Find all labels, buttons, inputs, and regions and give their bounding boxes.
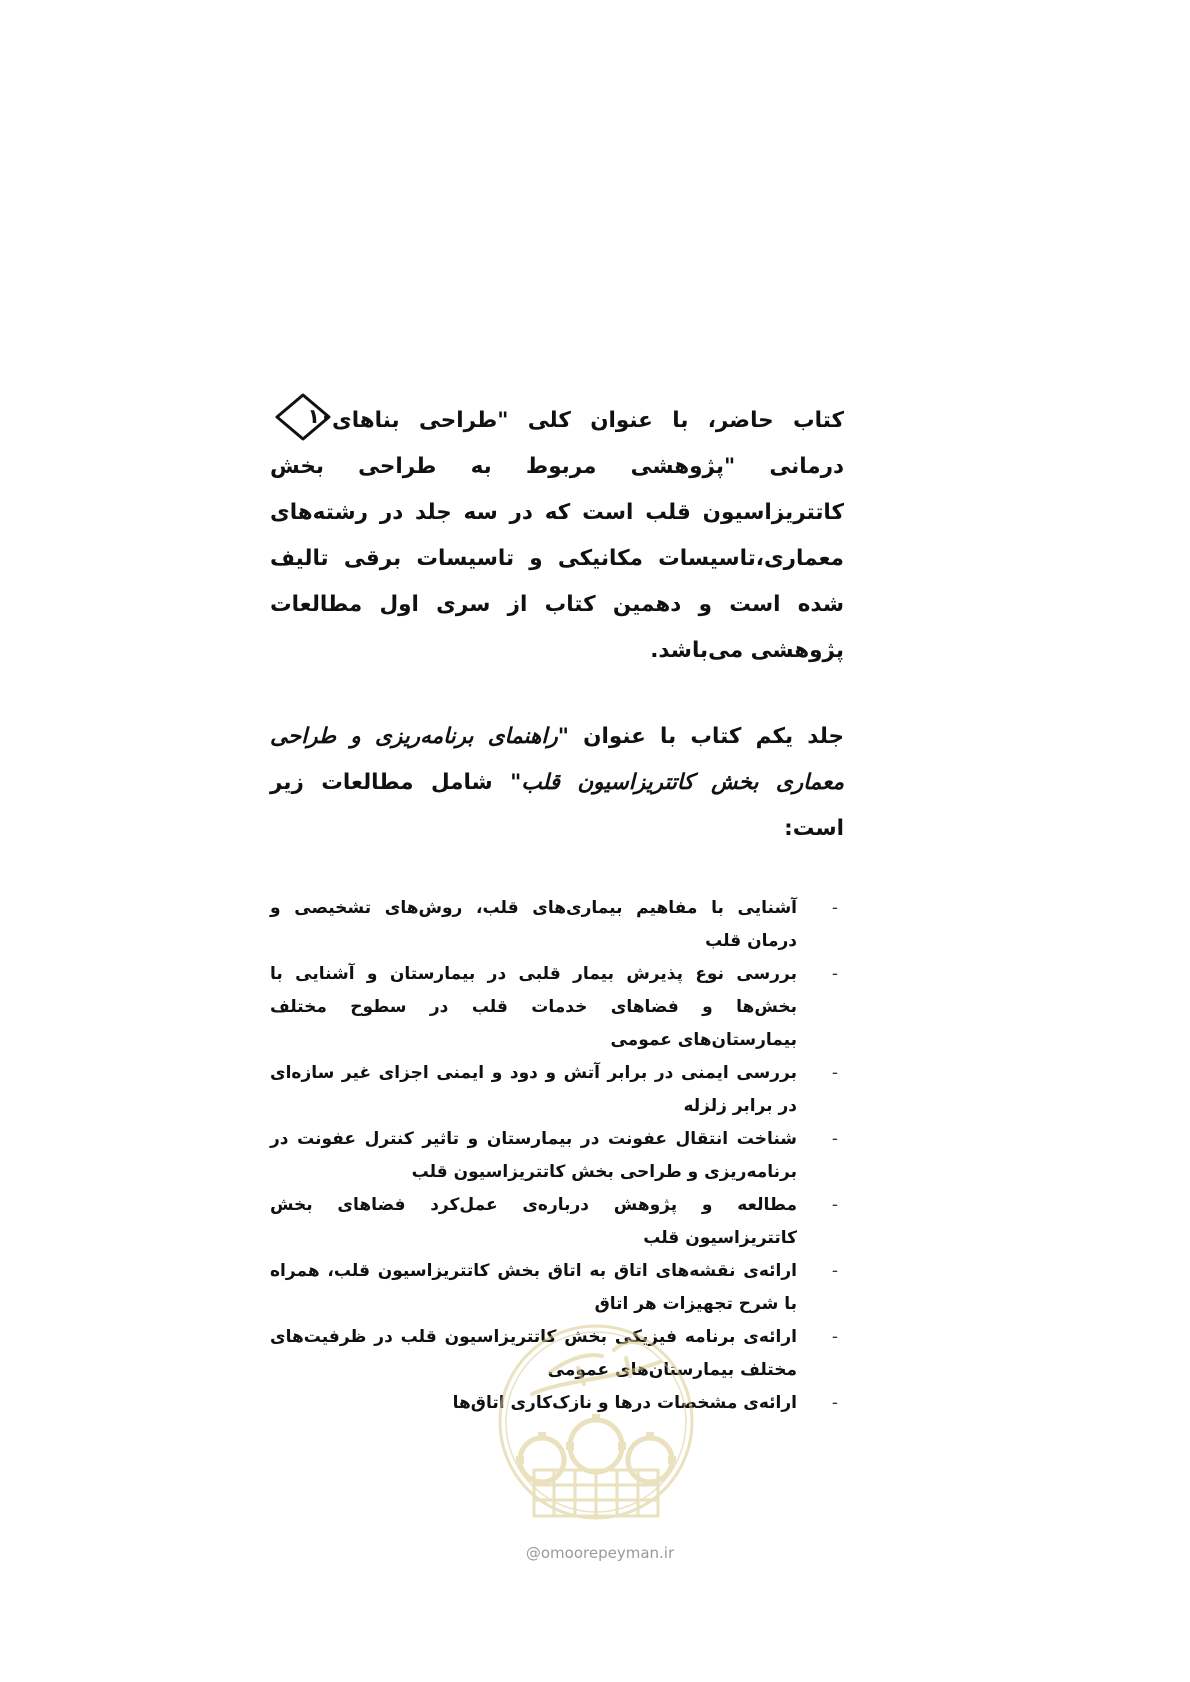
list-marker: - (831, 898, 838, 918)
intro-paragraph (270, 398, 844, 674)
list-item-text: بررسی ایمنی در برابر آتش و دود و ایمنی اجزای غیر سازه‌ای در برابر زلزله (270, 1063, 797, 1116)
list-item-text: مطالعه و پژوهش درباره‌ی عمل‌کرد فضاهای بخش کاتتریزاسیون قلب (270, 1195, 797, 1248)
watermark-logo-icon (492, 1322, 700, 1574)
series-number: ۱۰ (307, 404, 332, 428)
list-marker: - (831, 1063, 838, 1083)
list-item-text: ارائه‌ی برنامه فیزیکی بخش کاتتریزاسیون قلب در ظرفیت‌های مختلف بیمارستان‌های عمومی (270, 1327, 797, 1380)
volume-one-description (270, 714, 844, 852)
list-item (270, 1255, 844, 1321)
volume-one-title: راهنمای برنامه‌ریزی و طراحی معماری بخش کاتتریزاسیون قلب (270, 724, 845, 795)
list-marker: - (831, 964, 838, 984)
list-marker: - (831, 1327, 838, 1347)
intro-text: کتاب حاضر، با عنوان کلی "طراحی بناهای درمانی "پژوهشی مربوط به طراحی بخش کاتتریزاسیون قلب است که در سه جلد در رشته‌های معماری،تاسیسات مکانیکی و تاسیسات برقی تالیف شده است و دهمین کتاب از سری اول مطالعات پژوهشی می‌باشد. (270, 408, 844, 663)
list-item (270, 958, 844, 1057)
list-item-text: بررسی نوع پذیرش بیمار قلبی در بیمارستان و آشنایی با بخش‌ها و فضاهای خدمات قلب در سطوح مختلف بیمارستان‌های عمومی (270, 964, 797, 1050)
list-marker: - (831, 1393, 838, 1413)
list-item-text: شناخت انتقال عفونت در بیمارستان و تاثیر کنترل عفونت در برنامه‌ریزی و طراحی بخش کاتتریزاسیون قلب (270, 1129, 797, 1182)
list-item (270, 1057, 844, 1123)
list-item (270, 1189, 844, 1255)
list-item (270, 892, 844, 958)
volume-one-tail: " شامل مطالعات زیر است: (270, 770, 844, 841)
series-number-badge (274, 392, 332, 442)
list-marker: - (831, 1261, 838, 1281)
volume-one-lead: جلد یکم کتاب با عنوان " (557, 724, 844, 749)
list-marker: - (831, 1129, 838, 1149)
watermark-url: @omoorepeyman.ir (525, 1544, 675, 1562)
list-item-text: آشنایی با مفاهیم بیماری‌های قلب، روش‌های تشخیصی و درمان قلب (270, 898, 797, 951)
list-item (270, 1123, 844, 1189)
page-content (270, 398, 844, 1420)
list-marker: - (831, 1195, 838, 1215)
list-item-text: ارائه‌ی نقشه‌های اتاق به اتاق بخش کاتتریزاسیون قلب، همراه با شرح تجهیزات هر اتاق (270, 1261, 797, 1314)
list-item-text: ارائه‌ی مشخصات درها و نازک‌کاری اتاق‌ها (452, 1393, 797, 1413)
